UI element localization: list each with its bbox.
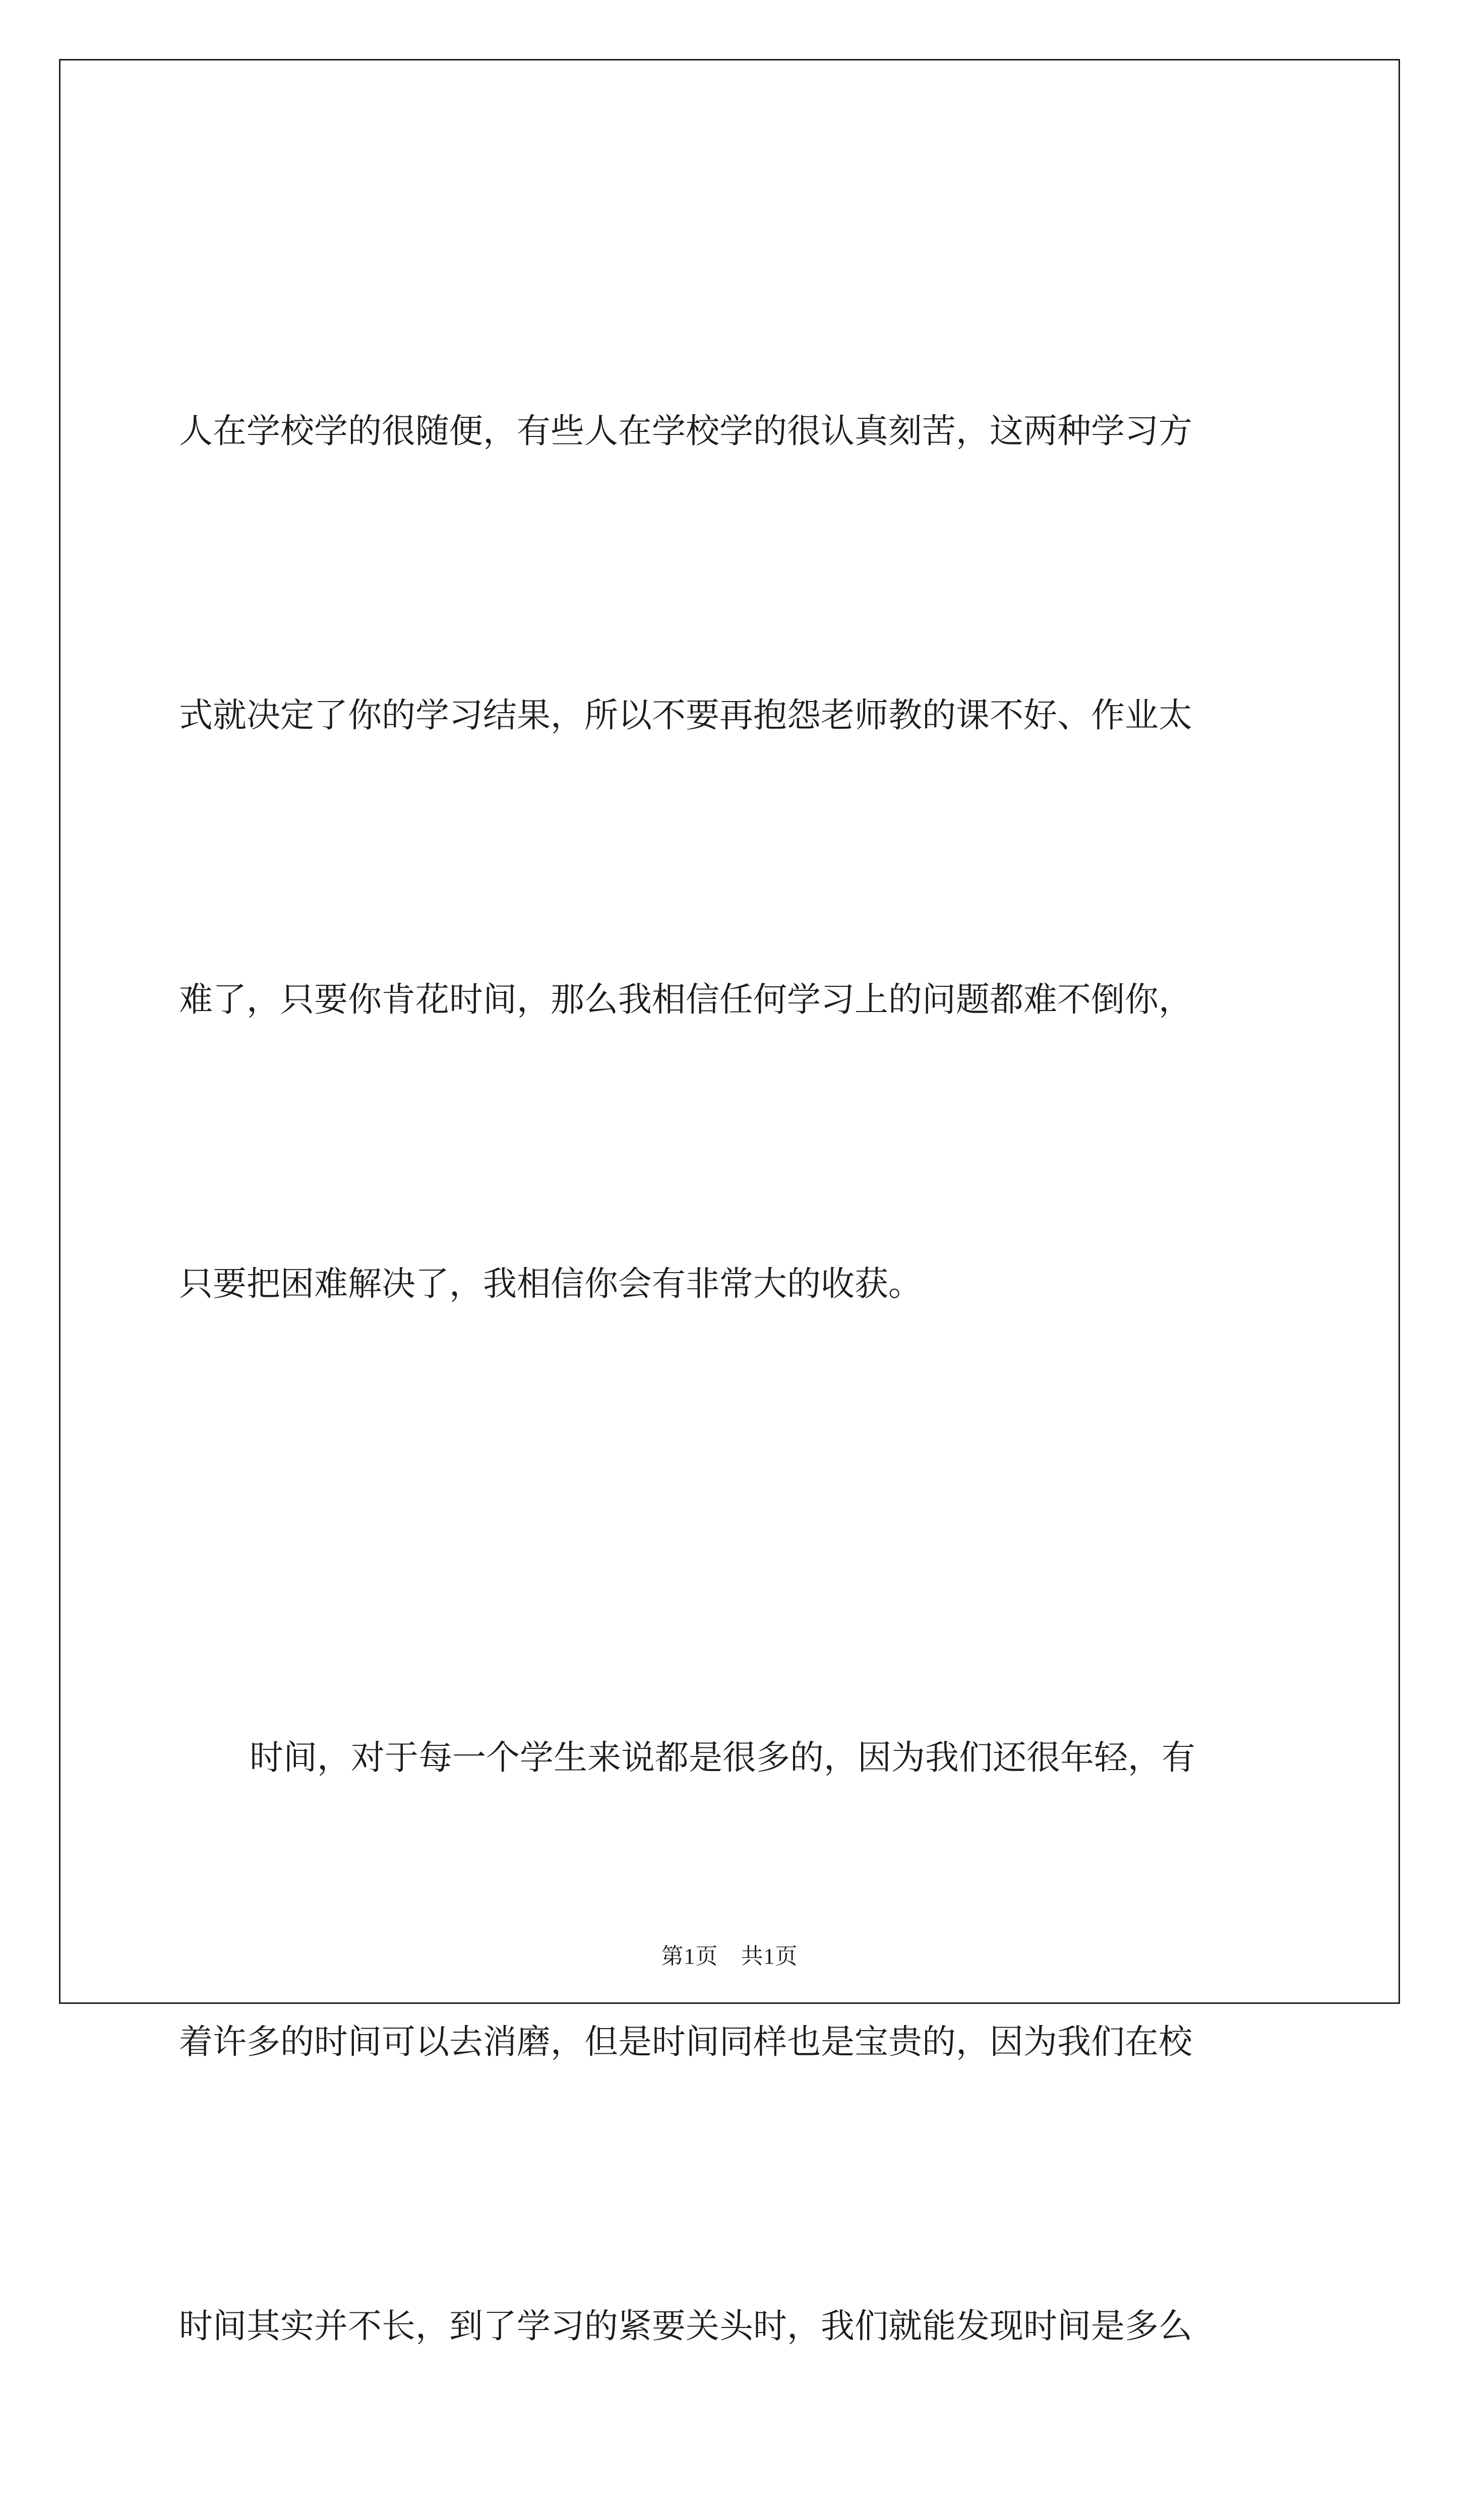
text-line: 式就决定了你的学习结果，所以不要再抱怨老师教的课不好、作业太 bbox=[179, 696, 1192, 735]
text-line: 只要把困难解决了，我相信你会有非常大的收获。 bbox=[179, 1264, 922, 1303]
text-line: 难了，只要你肯花时间，那么我相信任何学习上的问题都难不倒你， bbox=[179, 980, 1192, 1019]
text-line: 着许多的时间可以去消磨，但是时间同样也是宝贵的，因为我们在校 bbox=[179, 2022, 1192, 2061]
text-line: 人在学校学的很随便，有些人在学校学的很认真刻苦，这两种学习方 bbox=[179, 411, 1192, 451]
paragraph-1 bbox=[179, 194, 1283, 1521]
paragraph-2 bbox=[179, 1521, 1283, 2520]
document-body bbox=[179, 194, 1283, 2520]
page-footer: 第1页 共1页 bbox=[661, 1944, 798, 1969]
text-line: 时间其实并不长，到了学习的紧要关头时，我们就能发现时间是多么 bbox=[179, 2306, 1192, 2346]
text-line: 时间，对于每一个学生来说都是很多的，因为我们还很年轻，有 bbox=[250, 1738, 1195, 1777]
